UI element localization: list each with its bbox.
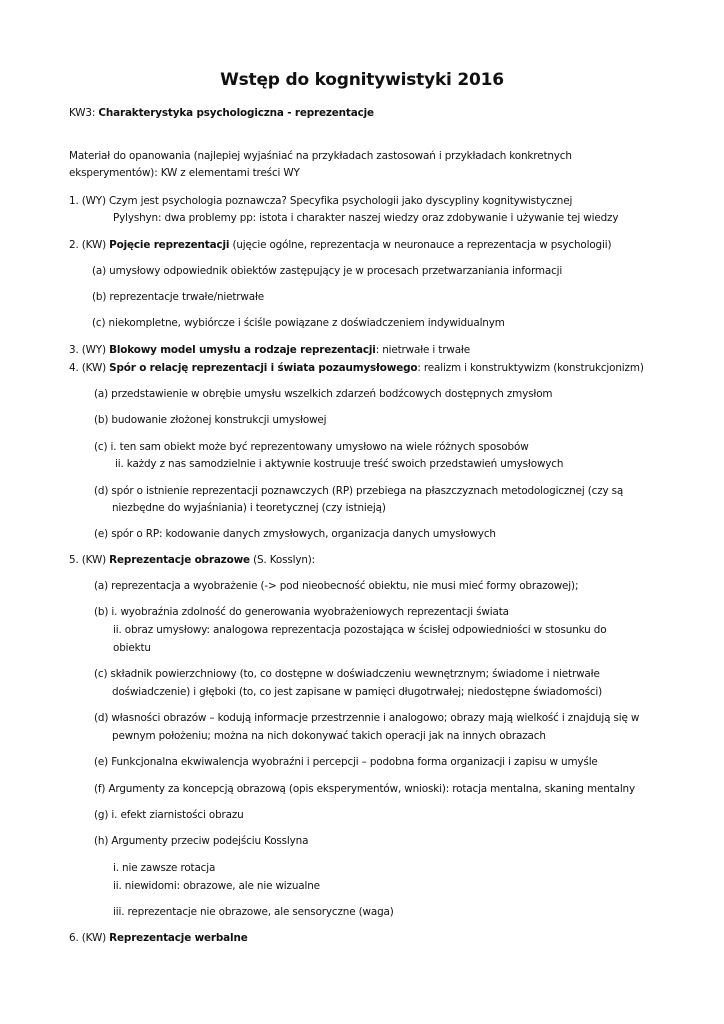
item-2-bold: Pojęcie reprezentacji: [109, 239, 230, 251]
item-5b-line-2: ii. obraz umysłowy: analogowa reprezentacja pozostająca w ścisłej odpowiedniości w stosunku do: [113, 624, 607, 636]
item-4e: (e) spór o RP: kodowanie danych zmysłowych, organizacja danych umysłowych: [94, 528, 496, 540]
item-5b-line-1: (b) i. wyobraźnia zdolność do generowania wyobrażeniowych reprezentacji świata: [94, 606, 509, 618]
item-4-prefix: 4. (KW): [69, 362, 110, 374]
kw3-bold: Charakterystyka psychologiczna - reprezentacje: [98, 107, 374, 119]
item-5f: (f) Argumenty za koncepcją obrazową (opis eksperymentów, wnioski): rotacja mentalna, skaning mentalny: [94, 783, 635, 795]
intro-line-2: eksperymentów): KW z elementami treści WY: [69, 167, 300, 179]
item-2a: (a) umysłowy odpowiednik obiektów zastępujący je w procesach przetwarzaniania informacji: [92, 265, 563, 277]
item-5-prefix: 5. (KW): [69, 554, 110, 566]
item-5-bold: Reprezentacje obrazowe: [109, 554, 250, 566]
item-5h: (h) Argumenty przeciw podejściu Kosslyna: [94, 835, 309, 847]
item-3-bold: Blokowy model umysłu a rodzaje reprezentacji: [109, 344, 376, 356]
item-6-bold: Reprezentacje werbalne: [109, 932, 248, 944]
document-title: Wstęp do kognitywistyki 2016: [220, 70, 504, 90]
kw3-heading: [69, 106, 374, 120]
item-5h-iii: iii. reprezentacje nie obrazowe, ale sensoryczne (waga): [113, 906, 394, 918]
item-4d-line-1: (d) spór o istnienie reprezentacji poznawczych (RP) przebiega na płaszczyznach metodologicznej (czy są: [94, 485, 624, 497]
item-5g: (g) i. efekt ziarnistości obrazu: [94, 809, 244, 821]
item-4b: (b) budowanie złożonej konstrukcji umysłowej: [94, 414, 327, 426]
item-3-rest: : nietrwałe i trwałe: [375, 344, 470, 356]
kw3-prefix: KW3:: [69, 107, 99, 119]
item-5-rest: (S. Kosslyn):: [249, 554, 316, 566]
item-2-heading: [69, 238, 611, 252]
item-4a: (a) przedstawienie w obrębie umysłu wszelkich zdarzeń bodźcowych dostępnych zmysłom: [94, 388, 553, 400]
item-4-bold: Spór o relację reprezentacji i świata pozaumysłowego: [109, 362, 418, 374]
item-5d-line-2: pewnym położeniu; można na nich dokonywać takich operacji jak na innych obrazach: [112, 730, 546, 742]
item-5e: (e) Funkcjonalna ekwiwalencja wyobraźni i percepcji – podobna forma organizacji i zapisu w umyśle: [94, 756, 598, 768]
item-4c-line-2: ii. każdy z nas samodzielnie i aktywnie kostruuje treść swoich przedstawień umysłowych: [115, 458, 564, 470]
item-5b-line-3: obiektu: [113, 642, 151, 654]
item-5d-line-1: (d) własności obrazów – kodują informacje przestrzennie i analogowo; obrazy mają wielkość i znajdują się w: [94, 712, 640, 724]
item-4-heading: [69, 361, 644, 375]
item-5h-i: i. nie zawsze rotacja: [113, 862, 216, 874]
item-1-line-1: 1. (WY) Czym jest psychologia poznawcza? Specyfika psychologii jako dyscypliny kognitywistycznej: [69, 195, 573, 207]
item-5h-ii: ii. niewidomi: obrazowe, ale nie wizualne: [113, 880, 320, 892]
item-4d-line-2: niezbędne do wyjaśniania) i teoretycznej (czy istnieją): [112, 502, 386, 514]
item-3-heading: [69, 343, 470, 357]
item-5a: (a) reprezentacja a wyobrażenie (-> pod nieobecność obiektu, nie musi mieć formy obrazowej);: [94, 580, 579, 592]
item-1-line-2: Pylyshyn: dwa problemy pp: istota i charakter naszej wiedzy oraz zdobywanie i używanie tej wiedzy: [113, 212, 619, 224]
item-2c: (c) niekompletne, wybiórcze i ściśle powiązane z doświadczeniem indywidualnym: [92, 317, 505, 329]
item-2-prefix: 2. (KW): [69, 239, 110, 251]
item-6-prefix: 6. (KW): [69, 932, 110, 944]
item-5-heading: [69, 553, 315, 567]
item-4-rest: : realizm i konstruktywizm (konstrukcjonizm): [417, 362, 644, 374]
item-5c-line-1: (c) składnik powierzchniowy (to, co dostępne w doświadczeniu wewnętrznym; świadome i nietrwałe: [94, 668, 600, 680]
item-2-rest: (ujęcie ogólne, reprezentacja w neuronauce a reprezentacja w psychologii): [229, 239, 612, 251]
item-4c-line-1: (c) i. ten sam obiekt może być reprezentowany umysłowo na wiele różnych sposobów: [94, 441, 529, 453]
item-2b: (b) reprezentacje trwałe/nietrwałe: [92, 291, 265, 303]
intro-line-1: Materiał do opanowania (najlepiej wyjaśniać na przykładach zastosowań i przykładach konkretnych: [69, 150, 572, 162]
item-6-heading: [69, 931, 248, 945]
item-3-prefix: 3. (WY): [69, 344, 110, 356]
item-5c-line-2: doświadczenie) i głęboki (to, co jest zapisane w pamięci długotrwałej; niedostępne świadomości): [112, 686, 603, 698]
